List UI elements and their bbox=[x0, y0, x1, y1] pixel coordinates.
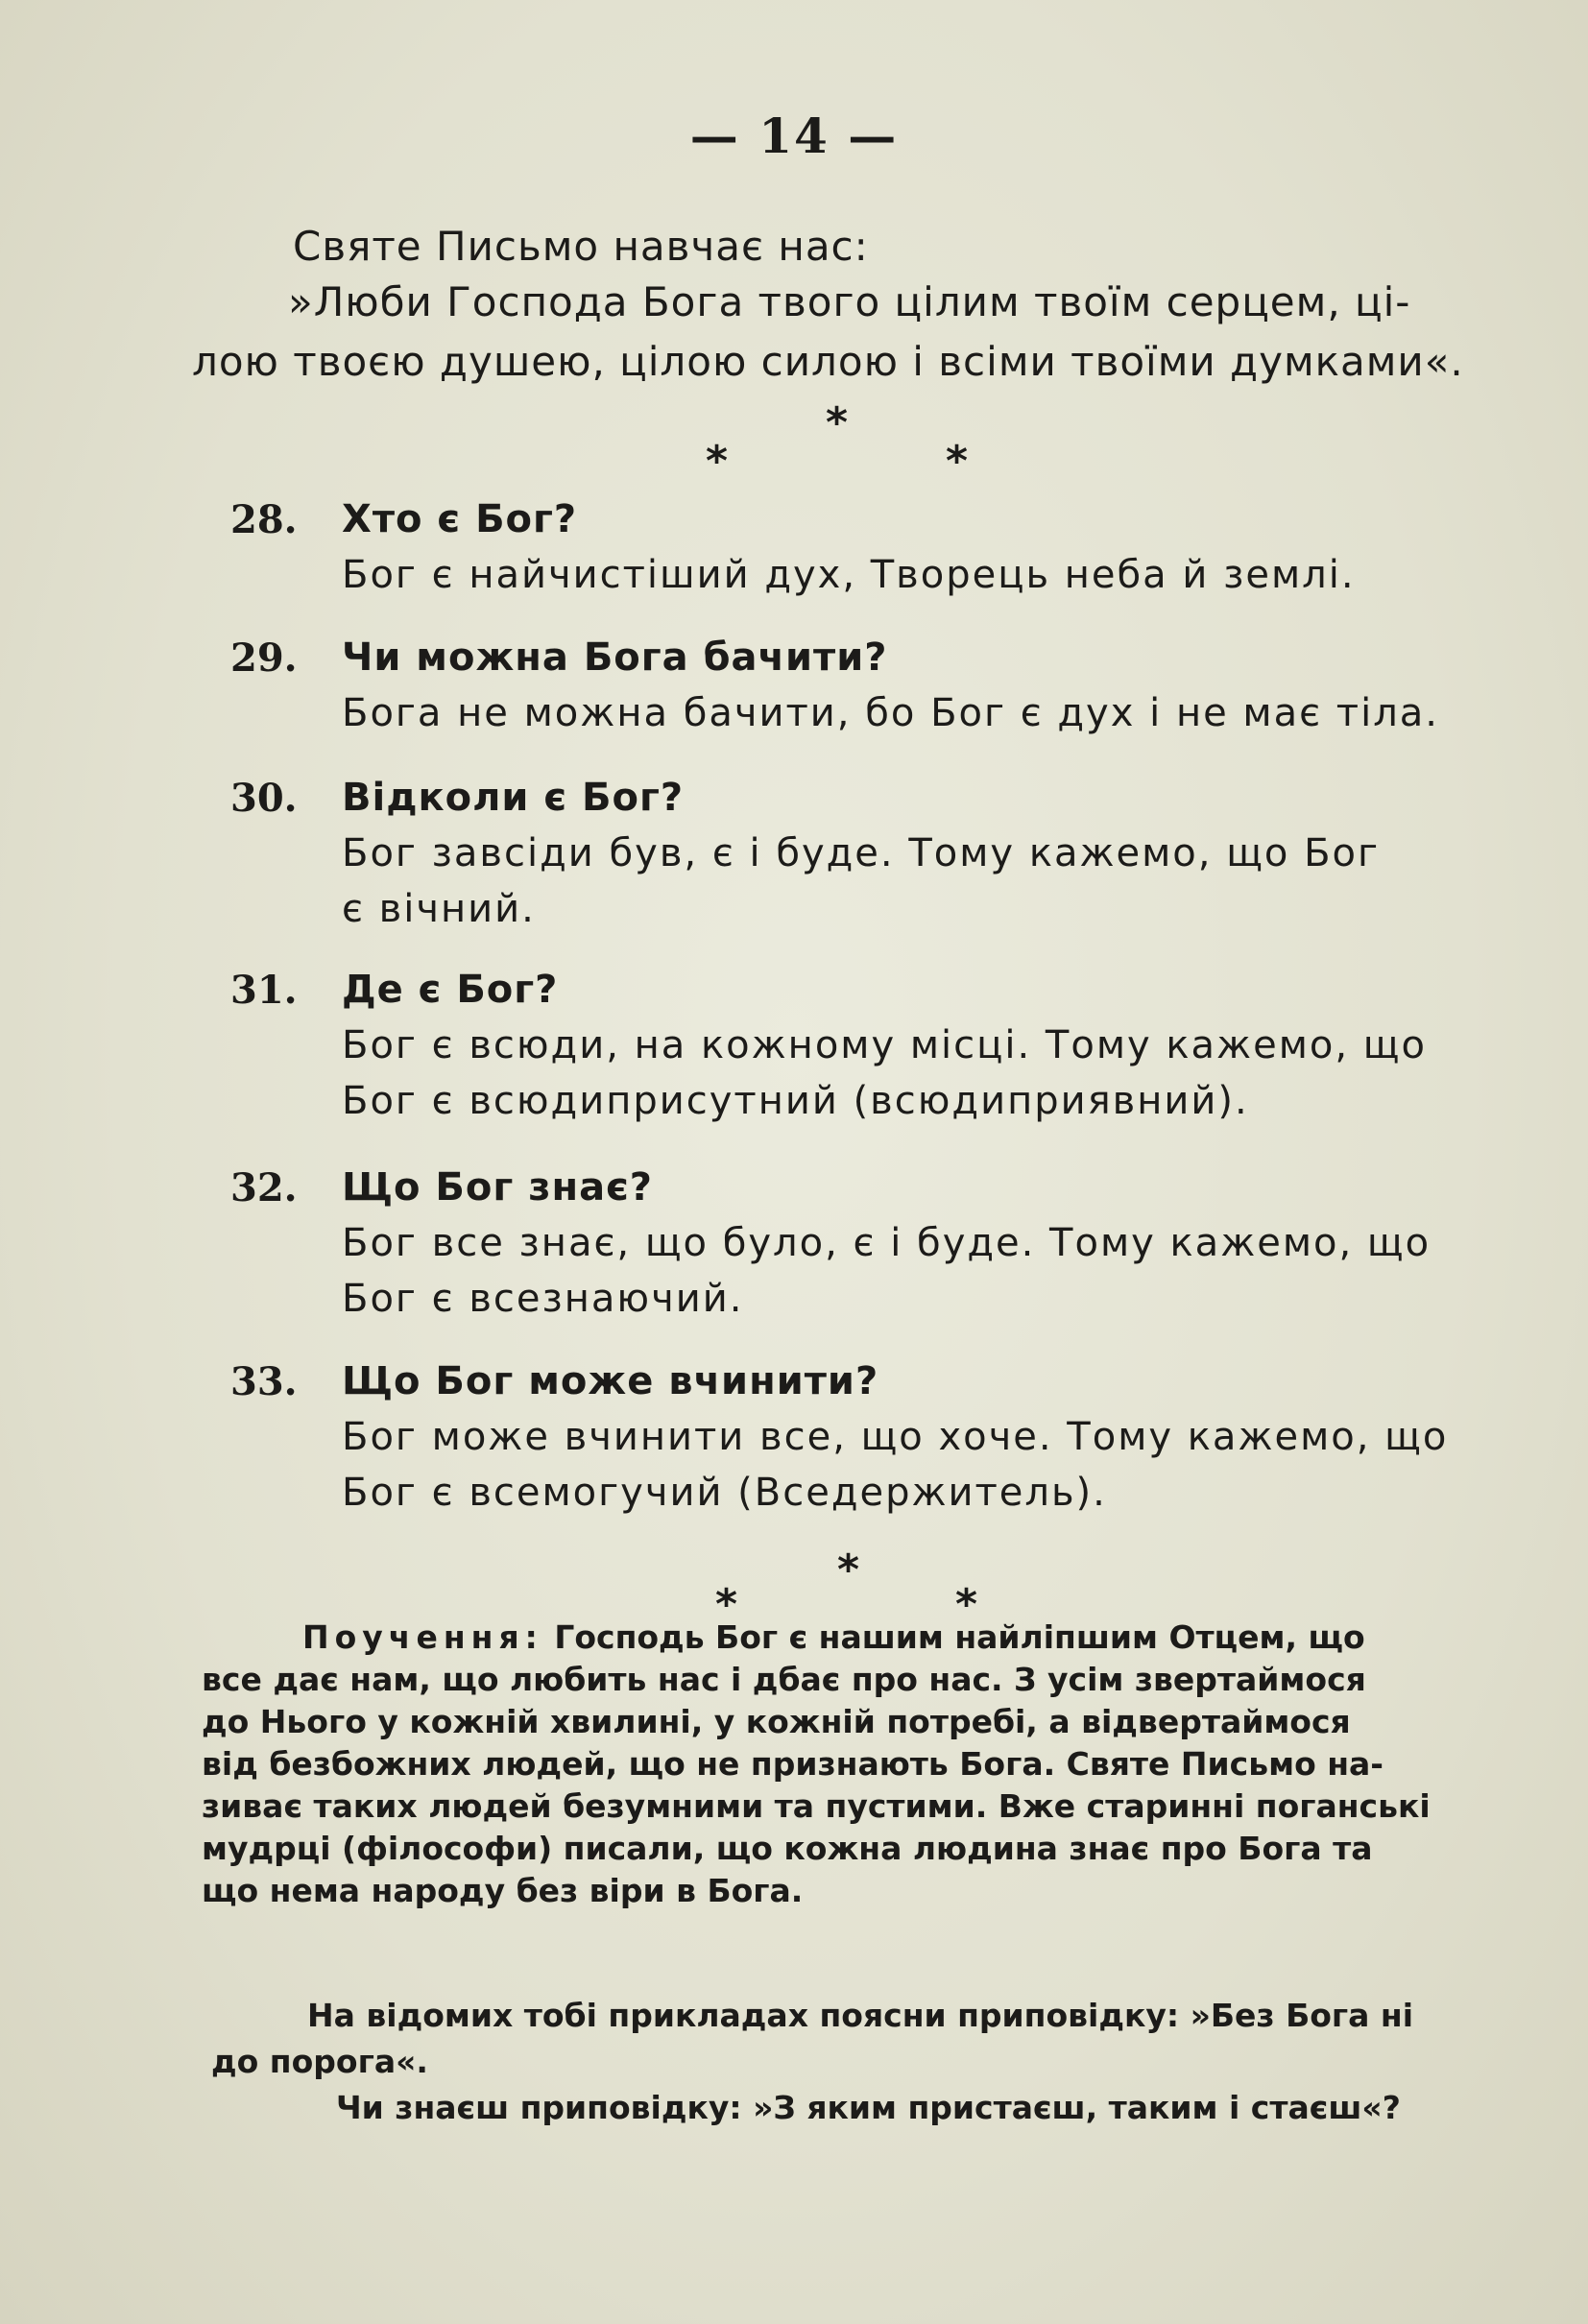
separator-star: * bbox=[826, 398, 849, 447]
answer-line: Бог може вчинити все, що хоче. Тому кажемо, що bbox=[342, 1415, 1449, 1459]
question-number: 31. bbox=[230, 968, 298, 1013]
answer-line: Бога не можна бачити, бо Бог є дух і не має тіла. bbox=[342, 691, 1439, 735]
task-1-line-1: На відомих тобі прикладах поясни приповідку: »Без Бога ні bbox=[307, 1997, 1414, 2034]
intro-line-2: »Люби Господа Бога твого цілим твоїм серцем, ці- bbox=[288, 278, 1411, 325]
question-text: Де є Бог? bbox=[342, 968, 559, 1012]
separator-star: * bbox=[715, 1580, 738, 1629]
question-number: 30. bbox=[230, 776, 298, 821]
answer-line: Бог завсіди був, є і буде. Тому кажемо, що Бог bbox=[342, 831, 1381, 875]
separator-star: * bbox=[955, 1580, 978, 1629]
answer-line: Бог все знає, що було, є і буде. Тому кажемо, що bbox=[342, 1221, 1432, 1265]
task-1-line-2: до порога«. bbox=[211, 2043, 428, 2080]
lesson-label: Поучення: bbox=[302, 1618, 543, 1656]
question-number: 29. bbox=[230, 635, 298, 681]
separator-star: * bbox=[946, 437, 969, 486]
intro-line-3: лою твоєю душею, цілою силою і всіми твоїми думками«. bbox=[192, 338, 1464, 385]
question-number: 32. bbox=[230, 1165, 298, 1210]
lesson-line: до Нього у кожній хвилині, у кожній потребі, а відвертаймося bbox=[202, 1703, 1351, 1740]
lesson-line: зиває таких людей безумними та пустими. Вже старинні поганські bbox=[202, 1787, 1431, 1825]
question-text: Що Бог знає? bbox=[342, 1165, 654, 1210]
answer-line: є вічний. bbox=[342, 887, 536, 931]
question-number: 28. bbox=[230, 497, 298, 542]
lesson-line: що нема народу без віри в Бога. bbox=[202, 1872, 804, 1909]
separator-star: * bbox=[837, 1545, 860, 1594]
lesson-line: все дає нам, що любить нас і дбає про нас. З усім звертаймося bbox=[202, 1661, 1366, 1698]
question-text: Що Бог може вчинити? bbox=[342, 1359, 879, 1403]
question-text: Відколи є Бог? bbox=[342, 776, 685, 820]
answer-line: Бог є всюдиприсутний (всюдиприявний). bbox=[342, 1079, 1249, 1123]
answer-line: Бог є всезнаючий. bbox=[342, 1277, 744, 1321]
intro-line-1: Святе Письмо навчає нас: bbox=[293, 223, 869, 270]
question-text: Чи можна Бога бачити? bbox=[342, 635, 888, 680]
lesson-line: мудрці (філософи) писали, що кожна людина знає про Бога та bbox=[202, 1830, 1373, 1867]
page-number: — 14 — bbox=[689, 108, 899, 164]
lesson-text: Господь Бог є нашим найліпшим Отцем, що bbox=[542, 1618, 1365, 1656]
lesson-line: від безбожних людей, що не признають Бога. Святе Письмо на- bbox=[202, 1745, 1383, 1783]
answer-line: Бог є всемогучий (Вседержитель). bbox=[342, 1471, 1107, 1515]
lesson-paragraph bbox=[202, 1617, 1507, 1912]
question-number: 33. bbox=[230, 1359, 298, 1404]
answer-line: Бог є найчистіший дух, Творець неба й землі. bbox=[342, 553, 1356, 597]
question-text: Хто є Бог? bbox=[342, 497, 578, 541]
separator-star: * bbox=[706, 437, 729, 486]
lesson-first-line bbox=[202, 1617, 1507, 1659]
answer-line: Бог є всюди, на кожному місці. Тому кажемо, що bbox=[342, 1023, 1427, 1067]
task-2: Чи знаєш приповідку: »З яким пристаєш, таким і стаєш«? bbox=[336, 2089, 1401, 2126]
